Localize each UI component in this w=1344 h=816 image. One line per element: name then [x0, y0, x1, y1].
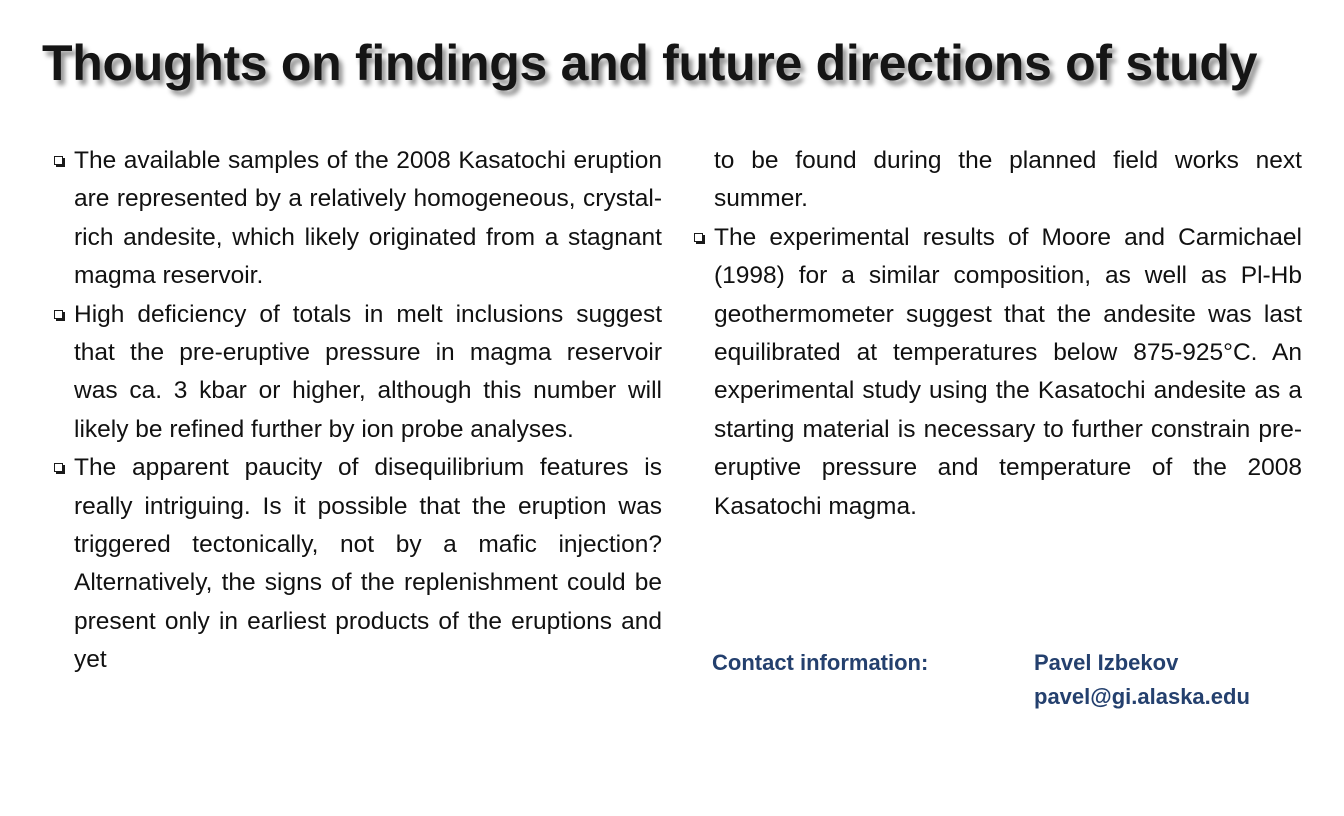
- contact-label: Contact information:: [712, 650, 929, 675]
- paragraph-text: The experimental results of Moore and Carmichael (1998) for a similar composition, as well as Pl-Hb geothermometer suggest that the andesite was last equilibrated at temperatures below 875-925°C. An experimental study using the Kasatochi andesite as a starting material is necessary to further constrain pre-eruptive pressure and temperature of the 2008 Kasatochi magma.: [714, 223, 1302, 520]
- continuation-paragraph: [688, 142, 1302, 219]
- square-bullet-icon: [694, 233, 703, 242]
- bullet-paragraph-4: [688, 219, 1302, 526]
- square-bullet-icon: [54, 310, 63, 319]
- paragraph-text: High deficiency of totals in melt inclusions suggest that the pre-eruptive pressure in magma reservoir was ca. 3 kbar or higher, although this number will likely be refined further by ion probe analyses.: [74, 300, 662, 443]
- left-column: [48, 142, 662, 680]
- right-column: [688, 142, 1302, 526]
- contact-email[interactable]: pavel@gi.alaska.edu: [1034, 684, 1250, 709]
- square-bullet-icon: [54, 156, 63, 165]
- contact-name: Pavel Izbekov: [1034, 650, 1179, 675]
- paragraph-text: The apparent paucity of disequilibrium features is really intriguing. Is it possible that the eruption was triggered tectonically, not by a mafic injection? Alternatively, the signs of the replenishment could be present only in earliest products of the eruptions and yet: [74, 454, 662, 674]
- bullet-paragraph-2: [48, 296, 662, 450]
- square-bullet-icon: [54, 463, 63, 472]
- paragraph-text: The available samples of the 2008 Kasatochi eruption are represented by a relatively homogeneous, crystal-rich andesite, which likely originated from a stagnant magma reservoir.: [74, 147, 662, 290]
- slide-title: Thoughts on findings and future directions of study: [42, 35, 1258, 91]
- bullet-paragraph-3: [48, 449, 662, 679]
- paragraph-text: to be found during the planned field works next summer.: [714, 147, 1302, 213]
- contact-details: [1034, 646, 1250, 714]
- bullet-paragraph-1: [48, 142, 662, 296]
